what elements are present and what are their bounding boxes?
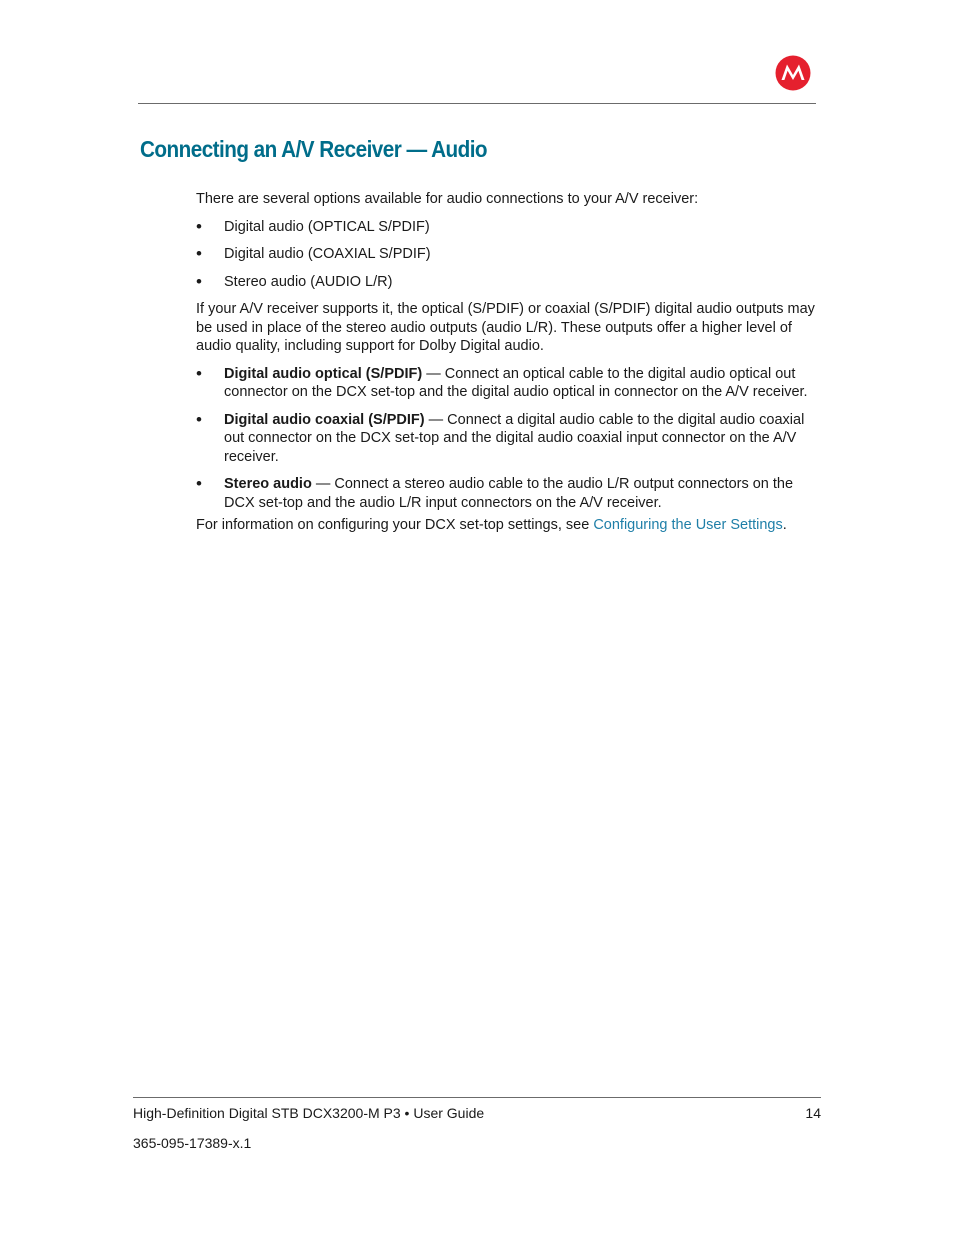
detail-text: — Connect an optical cable to the digital audio optical out connector on the DCX set-top and the digital audio optical in connector on the A/V receiver. [224,365,808,400]
list-item: • Digital audio (OPTICAL S/PDIF) [196,218,821,237]
connection-details-list [196,365,821,513]
page-title: Connecting an A/V Receiver — Audio [140,136,488,162]
intro-paragraph: There are several options available for audio connections to your A/V receiver: [196,191,699,207]
motorola-logo [775,55,811,91]
detail-text: — Connect a stereo audio cable to the audio L/R output connectors on the DCX set-top and the audio L/R input connectors on the A/V receiver. [224,476,794,511]
detail-term: Digital audio coaxial (S/PDIF) [224,411,425,428]
document-number: 365-095-17389-x.1 [133,1135,252,1151]
list-item [196,365,821,402]
list-item: • Stereo audio (AUDIO L/R) [196,273,821,292]
closing-paragraph [196,516,821,535]
closing-period: . [782,517,787,533]
footer-rule [133,1097,821,1098]
content-body [196,190,821,535]
configuring-user-settings-link[interactable]: Configuring the User Settings [593,517,783,533]
page-number: 14 [805,1105,821,1121]
quality-paragraph: If your A/V receiver supports it, the optical (S/PDIF) or coaxial (S/PDIF) digital audio outputs may be used in place of the stereo audio outputs (audio L/R). These outputs offer a higher level of audio quality, including support for Dolby Digital audio. [196,301,815,354]
list-item [196,411,821,467]
list-item [196,475,821,512]
list-item: • Digital audio (COAXIAL S/PDIF) [196,245,821,264]
detail-text: — Connect a digital audio cable to the digital audio coaxial out connector on the DCX set-top and the digital audio coaxial input connector on the A/V receiver. [224,411,805,465]
detail-term: Digital audio optical (S/PDIF) [224,365,423,382]
audio-options-list [196,218,821,292]
closing-text: For information on configuring your DCX set-top settings, see [196,517,594,533]
detail-term: Stereo audio [224,476,312,492]
footer-title: High-Definition Digital STB DCX3200-M P3 • User Guide [133,1105,485,1121]
header-rule [138,103,816,104]
